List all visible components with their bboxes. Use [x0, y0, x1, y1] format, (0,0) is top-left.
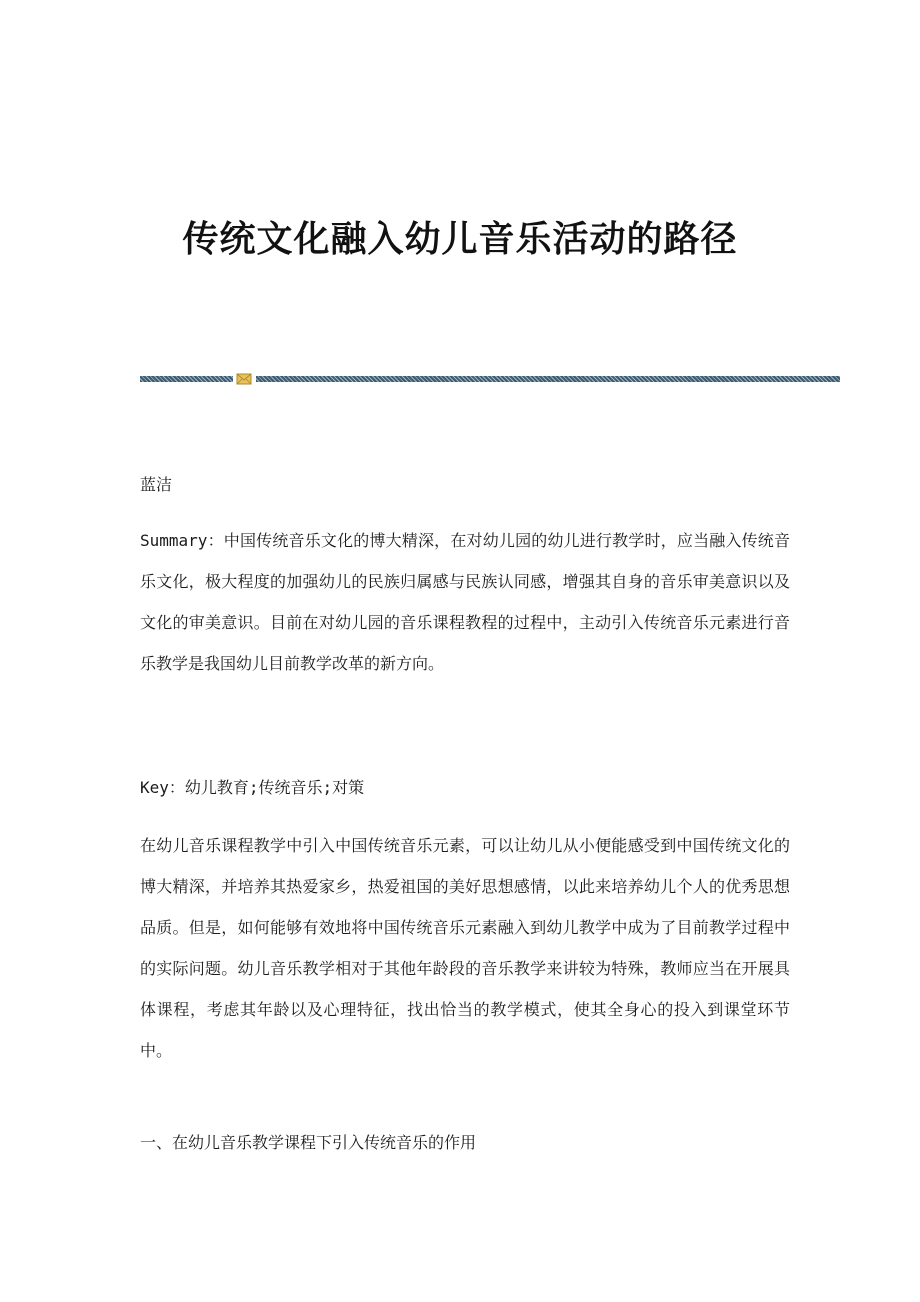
envelope-ornament-icon — [236, 372, 252, 386]
document-title: 传统文化融入幼儿音乐活动的路径 — [182, 218, 738, 260]
body-paragraph: 在幼儿音乐课程教学中引入中国传统音乐元素，可以让幼儿从小便能感受到中国传统文化的博大精深，并培养其热爱家乡，热爱祖国的美好思想感情，以此来培养幼儿个人的优秀思想品质。但是，如何能够有效地将中国传统音乐元素融入到幼儿教学中成为了目前教学过程中的实际问题。幼儿音乐教学相对于其他年龄段的音乐教学来讲较为特殊，教师应当在开展具体课程，考虑其年龄以及心理特征，找出恰当的教学模式，使其全身心的投入到课堂环节中。 — [140, 836, 790, 1060]
keywords-line: Key：幼儿教育;传统音乐;对策 — [140, 778, 365, 797]
summary-paragraph: Summary：中国传统音乐文化的博大精深，在对幼儿园的幼儿进行教学时，应当融入传统音乐文化，极大程度的加强幼儿的民族归属感与民族认同感，增强其自身的音乐审美意识以及文化的审美意识。目前在对幼儿园的音乐课程教程的过程中，主动引入传统音乐元素进行音乐教学是我国幼儿目前教学改革的新方向。 — [140, 531, 790, 673]
divider-bar-left — [140, 376, 233, 382]
title-divider — [140, 372, 840, 386]
section-heading: 一、在幼儿音乐教学课程下引入传统音乐的作用 — [140, 1133, 477, 1152]
author-name: 蓝洁 — [140, 475, 173, 494]
divider-bar-right — [256, 376, 840, 382]
